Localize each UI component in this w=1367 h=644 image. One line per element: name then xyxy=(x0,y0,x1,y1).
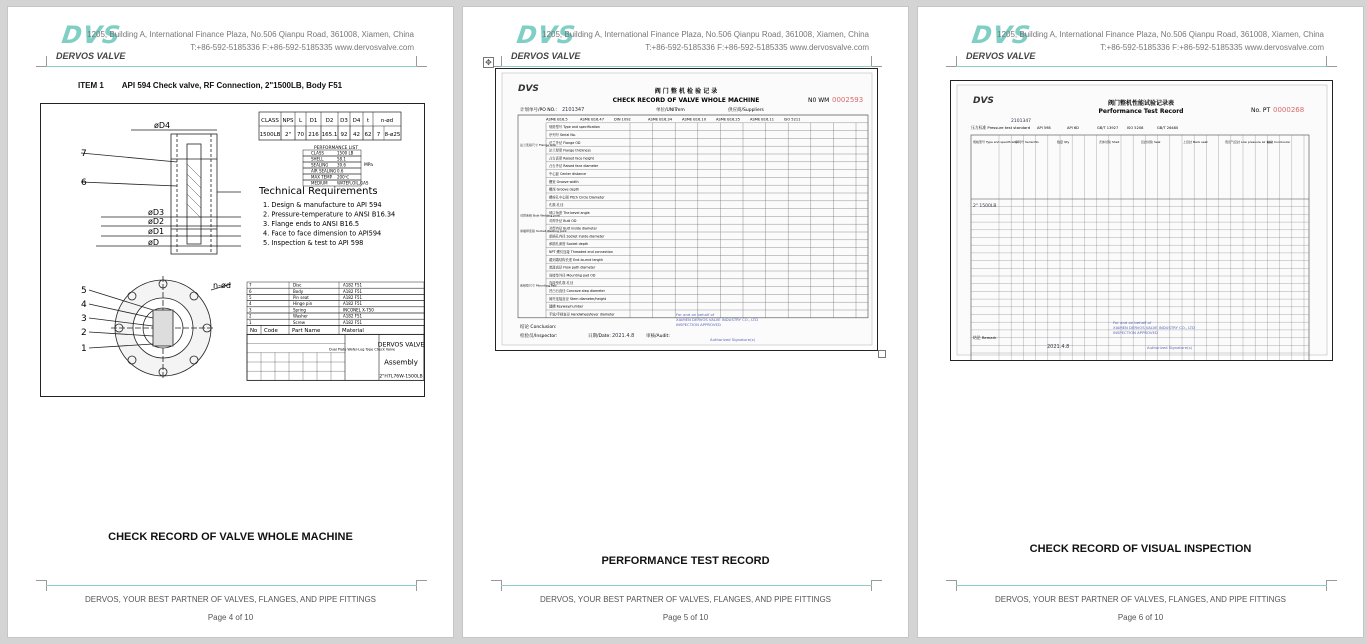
callout-7: 7 xyxy=(81,149,87,159)
part-name: Screw xyxy=(293,319,306,325)
assembly-drawing-svg xyxy=(41,104,424,396)
perf-row-value: 58.1 xyxy=(337,156,346,162)
header-address: 1205, Building A, International Finance Plaza, No.506 Qianpu Road, 361008, Xiamen, China xyxy=(542,30,869,39)
page-number: Page 4 of 10 xyxy=(207,613,254,622)
pressure-standard: ISO 5208 xyxy=(1127,126,1144,130)
test-column-header: 密封试验 Seal xyxy=(1141,140,1161,144)
record-unit-label: 单位/UNIT xyxy=(656,108,678,113)
record-row-label: 对焊内径 Butt inside diameter xyxy=(549,226,597,231)
document-page-6 xyxy=(918,7,1363,637)
size-table-header: CLASS xyxy=(261,118,279,124)
record-row-label: 承插孔深度 Socket depth xyxy=(549,242,589,247)
title-block-company: DERVOS VALVE xyxy=(377,341,424,349)
perf-title: PERFORMANCE LIST xyxy=(313,146,359,151)
header-rule xyxy=(956,66,1327,67)
callout-5: 5 xyxy=(81,286,87,296)
size-table-cell: 2" xyxy=(284,132,292,138)
record-row-label: 连接垫外径 Mounting pad OD xyxy=(549,273,596,278)
page-number: Page 6 of 10 xyxy=(1117,613,1164,622)
record-supplier-label: 供应商/Suppliers xyxy=(728,108,764,113)
part-number: 6 xyxy=(249,288,252,294)
size-table-cell: 92 xyxy=(340,132,348,138)
record-row-label: 连接垫孔数-孔径 xyxy=(549,281,574,286)
pressure-standard: GB/T 26480 xyxy=(1157,126,1179,130)
header-address-block xyxy=(542,28,869,54)
perf-row-label: CLASS xyxy=(311,150,324,156)
callout-2: 2 xyxy=(81,328,87,338)
svg-text:For and on behalf of: For and on behalf of xyxy=(1113,320,1152,325)
tech-title: Technical Requirements xyxy=(259,186,378,197)
record-po-value: 2101347 xyxy=(1011,119,1032,124)
record-pressure-label: 压力标准 Pressure test standard xyxy=(971,125,1031,130)
footer-slogan: DERVOS, YOUR BEST PARTNER OF VALVES, FLANGES, AND PIPE FITTINGS xyxy=(994,595,1287,604)
record-row-label: 中心距 Center distance xyxy=(549,172,587,176)
callout-3: 3 xyxy=(81,314,87,324)
item-heading xyxy=(78,81,342,90)
dim-d: øD xyxy=(148,238,160,247)
record-audit-label: 审核/Audit: xyxy=(646,334,670,339)
tech-requirement: 5. Inspection & test to API 598 xyxy=(263,239,364,247)
parts-header: Material xyxy=(342,327,364,334)
size-table-cell: 62 xyxy=(364,132,372,138)
page-number: Page 5 of 10 xyxy=(662,613,709,622)
parts-header: Part Name xyxy=(292,327,321,334)
record-row-label: 规格型号 Type and specification xyxy=(549,125,600,130)
record-row-label: 端到端结构长度 End-to-end length xyxy=(549,257,603,262)
record-row-label: 手轮/手柄直径 Handwheel/lever diameter xyxy=(549,312,615,317)
pressure-standard: GB/T 13927 xyxy=(1097,126,1119,130)
footer-rule xyxy=(46,585,417,586)
test-column-header: 低压气密封 Low pressure air seal xyxy=(1225,140,1273,144)
part-material: A182 F51 xyxy=(343,319,363,325)
perf-row-label: SEALING xyxy=(311,162,329,168)
part-material: A182 F51 xyxy=(343,301,363,307)
part-number: 5 xyxy=(249,295,252,300)
svg-text:For and on behalf of: For and on behalf of xyxy=(676,312,715,317)
tech-list xyxy=(263,201,395,247)
record-standard: ASME B16.25 xyxy=(716,117,741,122)
logo-mark: DVS xyxy=(60,21,123,49)
parts-table xyxy=(247,282,424,380)
dim-d2: øD2 xyxy=(148,217,165,226)
logo-text: DERVOS VALVE xyxy=(966,51,1036,61)
record-title-en: Performance Test Record xyxy=(1098,108,1184,115)
dim-nd: n-ød xyxy=(213,281,231,290)
test-column-header: 结论 Conclusion xyxy=(1267,140,1291,144)
size-table-header: t xyxy=(366,118,370,124)
size-table-cell: 42 xyxy=(353,132,360,138)
part-material: A182 F51 xyxy=(343,282,363,288)
record-title-en: CHECK RECORD OF VALVE WHOLE MACHINE xyxy=(612,97,760,104)
page-caption: CHECK RECORD OF VISUAL INSPECTION xyxy=(1029,543,1252,555)
dim-d4: øD4 xyxy=(154,121,171,130)
record-group-label: 承插焊连接 Socket Welding Joint xyxy=(520,229,567,233)
parts-header: No xyxy=(250,327,258,334)
record-logo: DVS xyxy=(973,96,994,106)
part-material: A182 F51 xyxy=(343,288,363,294)
footer-slogan: DERVOS, YOUR BEST PARTNER OF VALVES, FLANGES, AND PIPE FITTINGS xyxy=(84,595,377,604)
part-number: 1 xyxy=(249,319,252,325)
performance-list xyxy=(303,145,373,186)
header-address: 1205, Building A, International Finance Plaza, No.506 Qianpu Road, 361008, Xiamen, China xyxy=(87,30,414,39)
crop-mark-top-right xyxy=(871,56,882,67)
document-page-5 xyxy=(463,7,908,637)
table-move-handle-icon[interactable]: ✥ xyxy=(483,57,494,68)
page-caption: CHECK RECORD OF VALVE WHOLE MACHINE xyxy=(108,531,353,543)
record-logo: DVS xyxy=(518,84,539,94)
record-row-label: 螺栓孔中心圆 Pitch Circle Diameter xyxy=(549,195,605,200)
svg-text:XIAMEN DERVOS VALVE INDUSTRY C: XIAMEN DERVOS VALVE INDUSTRY CO., LTD xyxy=(676,317,759,322)
document-page-4 xyxy=(8,7,453,637)
perf-row-value: 39.6 xyxy=(337,162,346,168)
record-group-label: 连接垫尺寸 Mounting Pad xyxy=(520,283,557,288)
part-name: Washer xyxy=(293,313,308,319)
performance-test-scan[interactable] xyxy=(950,80,1333,361)
record-row-label: 键槽 Keyway/number xyxy=(549,304,584,309)
test-column-header: 壳体试验 Shell xyxy=(1099,140,1120,144)
record-row-label: 序列号 Serial No. xyxy=(549,133,576,137)
header-rule xyxy=(46,66,417,67)
perf-row-value: 0.6 xyxy=(337,168,344,174)
dim-d1: øD1 xyxy=(148,227,165,236)
record-standard: ASME B16.34 xyxy=(648,117,673,122)
size-table-cell: 7 xyxy=(376,132,381,138)
record-row-label: 孔数-孔径 xyxy=(549,203,564,208)
check-record-scan[interactable] xyxy=(495,68,878,351)
pressure-standard: API 598 xyxy=(1037,126,1051,130)
record-row-label: 坡口角度 The bevel angle xyxy=(549,211,590,215)
perf-row-label: MEDIUM xyxy=(311,180,328,186)
crop-mark-top-right xyxy=(416,56,427,67)
tech-requirement: 2. Pressure-temperature to ANSI B16.34 xyxy=(263,210,396,219)
footer-rule xyxy=(501,585,872,586)
record-row-label: 槽宽 Groove width xyxy=(549,179,579,184)
size-table-header: L xyxy=(298,118,303,124)
size-table-header: D1 xyxy=(309,118,318,124)
size-table-cell: 216 xyxy=(308,132,319,138)
part-name: Spring xyxy=(293,307,306,313)
crop-mark-bottom-right xyxy=(871,580,882,591)
record-row-label: 凹凸台直径 Concave step diameter xyxy=(549,289,605,293)
title-block-name: Dual Plate Wafer-Lug Type Check Valve xyxy=(328,347,396,352)
record-date-label: 日期/Date: xyxy=(588,334,611,339)
record-row-label: NPT 螺纹连接 Threaded end connection xyxy=(549,250,613,254)
perf-row-value: 200℃ xyxy=(337,174,350,180)
record-po-label: 计划单号/PO NO.: xyxy=(520,108,557,113)
part-name: Disc xyxy=(293,282,302,288)
logo-mark: DVS xyxy=(515,21,578,49)
record-row-label: 槽深 Groove depth xyxy=(549,187,580,192)
part-name: Hinge pin xyxy=(293,301,313,307)
header-address: 1205, Building A, International Finance Plaza, No.506 Qianpu Road, 361008, Xiamen, China xyxy=(997,30,1324,39)
crop-mark-bottom-right xyxy=(416,580,427,591)
logo-mark: DVS xyxy=(970,21,1033,49)
record-no-label: No. PT xyxy=(1251,107,1271,114)
part-number: 3 xyxy=(249,307,252,313)
record-po-value: 2101347 xyxy=(562,107,585,113)
part-material: A182 F51 xyxy=(343,313,363,319)
perf-row-label: MAX TEMP xyxy=(311,174,333,180)
svg-text:INSPECTION APPROVED: INSPECTION APPROVED xyxy=(1113,330,1158,335)
page-caption: PERFORMANCE TEST RECORD xyxy=(601,555,770,567)
part-number: 2 xyxy=(249,313,252,319)
size-table-cell: 165.1 xyxy=(321,132,338,138)
perf-row-label: AIR SEALING xyxy=(311,168,337,174)
callout-6: 6 xyxy=(81,178,87,188)
record-title-cn: 阀门整机性能试验记录表 xyxy=(1107,100,1175,107)
part-name: Body xyxy=(293,288,304,294)
size-table xyxy=(259,112,401,140)
svg-text:INSPECTION APPROVED: INSPECTION APPROVED xyxy=(676,322,721,327)
size-table-header: D3 xyxy=(340,118,348,124)
size-table-cell: 70 xyxy=(297,132,304,138)
tech-requirement: 1. Design & manufacture to API 594 xyxy=(263,201,382,209)
record-row-label: 承插孔内径 Socket inside diameter xyxy=(549,234,605,239)
record-conclusion-label: 结论 Remark xyxy=(973,335,997,340)
record-unit-value: mm xyxy=(676,108,685,113)
record-row-label: 流道直径 Flow path diameter xyxy=(549,265,596,270)
perf-row-label: SHELL xyxy=(311,156,324,162)
record-date-value: 2021.4.8 xyxy=(1047,344,1070,350)
record-standard: ASME B16.47 xyxy=(580,117,605,122)
record-no-value: 0002593 xyxy=(832,96,864,104)
perf-unit: MPa xyxy=(364,163,373,168)
part-material: INCONEL X-750 xyxy=(343,307,374,313)
test-row-first: 2" 1500LB xyxy=(973,204,997,209)
record-standard: ASME B16.11 xyxy=(750,117,775,122)
table-resize-handle-icon[interactable] xyxy=(878,350,886,358)
record-row-label: 阀杆连接直径 Stem diameter/height xyxy=(549,296,607,301)
item-number: ITEM 1 xyxy=(78,81,104,90)
assembly-drawing[interactable] xyxy=(40,103,425,397)
part-material: A182 F51 xyxy=(343,295,363,300)
title-block-code: 2"H7L76W-1500LB xyxy=(379,374,423,380)
record-standard: ASME B16.5 xyxy=(546,117,568,122)
tech-requirement: 4. Face to face dimension to API594 xyxy=(263,229,382,238)
part-name: Pin seat xyxy=(293,295,309,300)
crop-mark-top-right xyxy=(1326,56,1337,67)
record-no-label: N0 WM xyxy=(808,97,830,104)
footer-rule xyxy=(956,585,1327,586)
title-block-kind: Assembly xyxy=(384,358,418,367)
header-contact: T:+86-592-5185336 F:+86-592-5185335 www.dervosvalve.com xyxy=(645,43,869,52)
header-address-block xyxy=(997,28,1324,54)
size-table-header: D2 xyxy=(325,118,334,124)
logo-text: DERVOS VALVE xyxy=(56,51,126,61)
crop-mark-bottom-right xyxy=(1326,580,1337,591)
size-table-header: NPS xyxy=(282,118,294,124)
record-title-cn: 阀 门 整 机 检 验 记 录 xyxy=(654,88,718,95)
check-record-svg xyxy=(496,69,877,350)
svg-text:Authorized Signature(s): Authorized Signature(s) xyxy=(710,337,756,342)
record-standard: ASME B16.10 xyxy=(682,117,707,122)
test-column-header: 序列号 Serial No. xyxy=(1015,140,1040,144)
record-conclusion-label: 结论 Conclusion: xyxy=(520,325,557,330)
size-table-cell: 8-ø25 xyxy=(384,132,401,138)
pressure-standard: API 6D xyxy=(1067,126,1079,130)
callout-1: 1 xyxy=(81,344,87,354)
parts-header: Code xyxy=(264,327,278,334)
svg-text:Authorized Signature(s): Authorized Signature(s) xyxy=(1147,345,1193,350)
record-standard: DIN 1092 xyxy=(614,117,631,122)
item-description: API 594 Check valve, RF Connection, 2"1500LB, Body F51 xyxy=(121,81,343,90)
test-column-header: 数量 Qty xyxy=(1057,140,1070,144)
callout-4: 4 xyxy=(81,300,87,310)
test-column-header: 规格型号 Type and specification xyxy=(973,140,1020,144)
size-table-header: n-ød xyxy=(380,118,394,124)
footer-slogan: DERVOS, YOUR BEST PARTNER OF VALVES, FLANGES, AND PIPE FITTINGS xyxy=(539,595,832,604)
record-row-label: 法兰外径 Flange OD xyxy=(549,140,581,145)
header-contact: T:+86-592-5185336 F:+86-592-5185335 www.dervosvalve.com xyxy=(190,43,414,52)
part-number: 4 xyxy=(249,301,252,307)
dim-d3: øD3 xyxy=(148,208,165,217)
record-date-value: 2021.4.8 xyxy=(612,333,635,339)
record-standard: ISO 5211 xyxy=(784,117,801,122)
test-column-header: 上密封 Back seat xyxy=(1183,140,1208,144)
record-row-label: 凸台外径 Raised face diameter xyxy=(549,164,599,169)
perf-row-value: WATER,OIL,GAS xyxy=(337,180,369,186)
record-row-label: 法兰厚度 Flange thickness xyxy=(549,148,591,153)
size-table-cell: 1500LB xyxy=(259,132,281,138)
performance-test-svg xyxy=(951,81,1332,360)
record-row-label: 对焊外径 Butt OD xyxy=(549,218,577,223)
header-rule xyxy=(501,66,872,67)
record-inspector-label: 检验员/Inspector: xyxy=(520,334,558,339)
svg-text:XIAMEN DERVOS VALVE INDUSTRY C: XIAMEN DERVOS VALVE INDUSTRY CO., LTD xyxy=(1113,325,1196,330)
record-group-label: 对焊连接 Butt Welding Joint xyxy=(520,213,560,218)
record-row-label: 凸台高度 Raised face height xyxy=(549,156,594,161)
perf-row-value: 1500 LB xyxy=(337,150,354,156)
front-view xyxy=(89,276,231,380)
record-group-label: 法兰连接尺寸 Flange size xyxy=(520,143,556,148)
logo-text: DERVOS VALVE xyxy=(511,51,581,61)
header-contact: T:+86-592-5185336 F:+86-592-5185335 www.dervosvalve.com xyxy=(1100,43,1324,52)
size-table-header: D4 xyxy=(352,118,361,124)
record-no-value: 0000268 xyxy=(1273,106,1305,114)
tech-requirement: 3. Flange ends to ANSI B16.5 xyxy=(263,220,360,228)
part-number: 7 xyxy=(249,282,252,288)
header-address-block xyxy=(87,28,414,54)
